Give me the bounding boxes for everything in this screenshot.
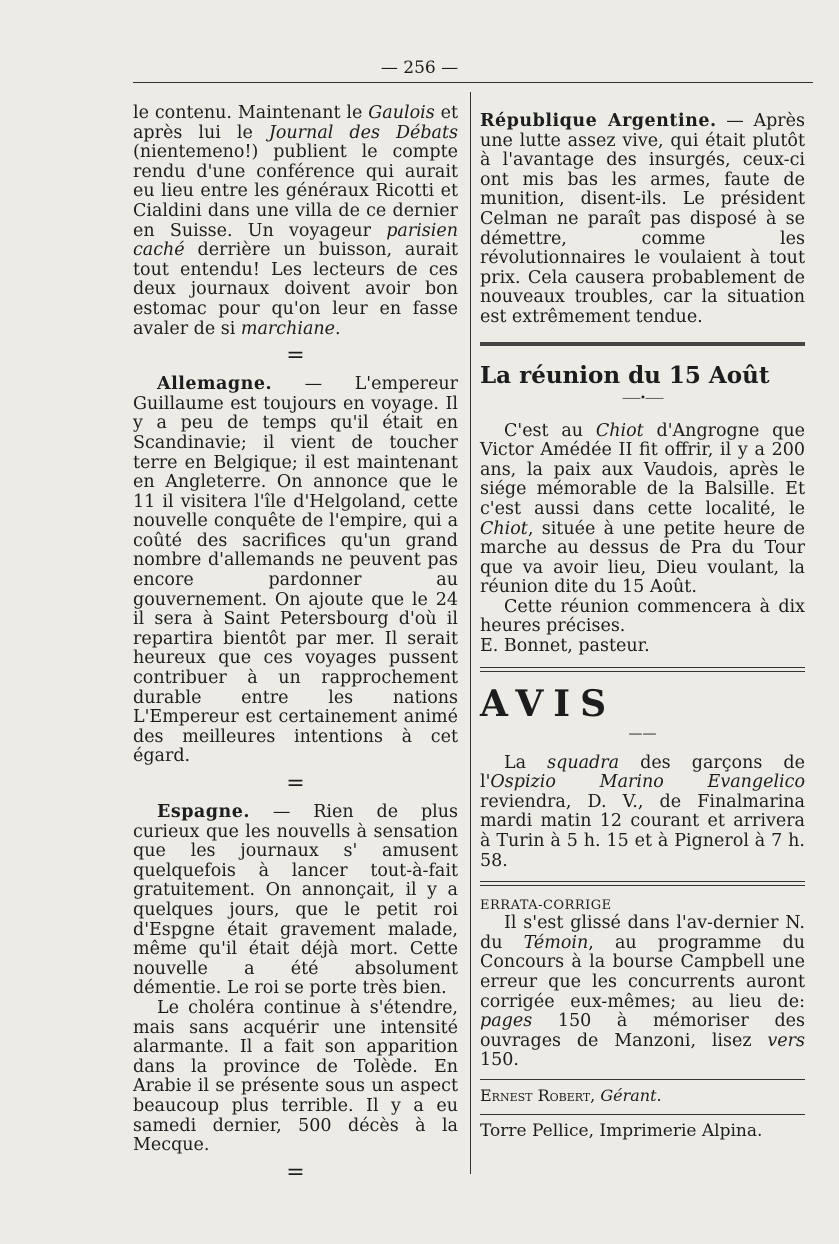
avis-paragraph: La squadra des garçons de l'Ospizio Marino Evangelico reviendra, D. V., de Finalmarina mardi matin 12 courant et arrivera à Turin à 5 h. 15 et à Pignerol à 7 h. 58. bbox=[480, 752, 805, 871]
reunion-title: La réunion du 15 Août bbox=[480, 361, 770, 389]
section-separator: = bbox=[286, 771, 305, 796]
gerant-line: Ernest Robert, Gérant. bbox=[480, 1085, 662, 1105]
header-rule bbox=[133, 82, 813, 83]
gaulois-paragraph: le contenu. Maintenant le Gaulois et après lui le Journal des Débats (nientemeno!) publient le compte rendu d'une conférence qui aurait eu lieu entre les généraux Ricotti et Cialdini dans une villa de ce dernier en Suisse. Un voyageur parisien caché derrière un buisson, aurait tout entendu! Les lecteurs de ces deux journaux doivent avoir bon estomac pour qu'on leur en fasse avaler de si marchiane. bbox=[133, 103, 459, 339]
reunion-time-paragraph: Cette réunion commencera à dix heures précises. bbox=[480, 596, 805, 637]
allemagne-paragraph: Allemagne. — L'empereur Guillaume est toujours en voyage. Il y a peu de temps qu'il était en Scandinavie; il vient de toucher terre en Belgique; il est maintenant en Angleterre. On annonce que le 11 il visitera l'île d'Helgoland, cette nouvelle conquête de l'empire, qui a coûté des sacrifices qu'un grand nombre d'allemands ne peuvent pas encore pardonner au gouvernement. On ajoute que le 24 il sera à Saint Petersbourg d'où il repartira bientôt par mer. Il serait heureux que ces voyages pussent contribuer à un rapprochement durable entre les nations L'Empereur est certainement animé des meilleures intentions à cet égard. bbox=[133, 374, 458, 767]
section-rule bbox=[480, 881, 805, 886]
title-ornament: ——•—— bbox=[622, 392, 663, 404]
page-number: — 256 — bbox=[380, 58, 459, 78]
section-rule bbox=[480, 667, 805, 672]
section-separator: = bbox=[286, 343, 305, 369]
errata-paragraph: Il s'est glissé dans l'av-dernier N. du Témoin, au programme du Concours à la bourse Campbell une erreur que les concurrents auront corrigée eux-mêmes; au lieu de: pages 150 à mémoriser des ouvrages de Manzoni, lisez vers 150. bbox=[480, 913, 805, 1071]
avis-ornament: —— bbox=[628, 725, 657, 742]
section-rule bbox=[480, 342, 805, 346]
column-divider bbox=[470, 92, 471, 1174]
right-column bbox=[480, 112, 805, 1141]
errata-title: ERRATA-CORRIGE bbox=[480, 898, 612, 914]
section-rule bbox=[480, 1079, 805, 1080]
reunion-signature: E. Bonnet, pasteur. bbox=[480, 636, 650, 657]
cholera-paragraph: Le choléra continue à s'étendre, mais sans acquérir une intensité alarmante. Il a fait son apparition dans la province de Tolède. En Arabie il se présente sous un aspect beaucoup plus terrible. Il y a eu samedi dernier, 500 décès à la Mecque. bbox=[133, 997, 458, 1156]
left-column bbox=[133, 104, 458, 1192]
allemagne-heading: Allemagne. bbox=[157, 374, 273, 395]
espagne-paragraph: Espagne. — Rien de plus curieux que les nouvells à sensation que les journaux s' amusent quelquefois à lancer tout-à-fait gratuitement. On annonçait, il y a quelques jours, que le petit roi d'Espgne était gravement malade, même qu'il était déjà mort. Cette nouvelle a été absolument démentie. Le roi se porte très bien. bbox=[133, 802, 458, 999]
imprimerie-line: Torre Pellice, Imprimerie Alpina. bbox=[480, 1120, 763, 1141]
section-rule bbox=[480, 1114, 805, 1115]
espagne-heading: Espagne. bbox=[157, 802, 250, 822]
argentine-heading: République Argentine. bbox=[480, 111, 717, 131]
argentine-paragraph: République Argentine. — Après une lutte assez vive, qui était plutôt à l'avantage des insurgés, ceux-ci ont mis bas les armes, faute de munition, disent-ils. Le président Celman ne paraît pas disposé à se démettre, comme les révolutionnaires le voulaient à tout prix. Cela causera probablement de nouveaux troubles, car la situation est extrêmement tendue. bbox=[480, 111, 805, 327]
section-separator: = bbox=[286, 1159, 305, 1185]
reunion-paragraph: C'est au Chiot d'Angrogne que Victor Amédée II fit offrir, il y a 200 ans, la paix aux Vaudois, après le siége mémorable de la Balsille. Et c'est aussi dans cette localité, le Chiot, située à une petite heure de marche au dessus de Pra du Tour que va avoir lieu, Dieu voulant, la réunion dite du 15 Août. bbox=[480, 420, 806, 598]
avis-title: AVIS bbox=[480, 682, 617, 725]
